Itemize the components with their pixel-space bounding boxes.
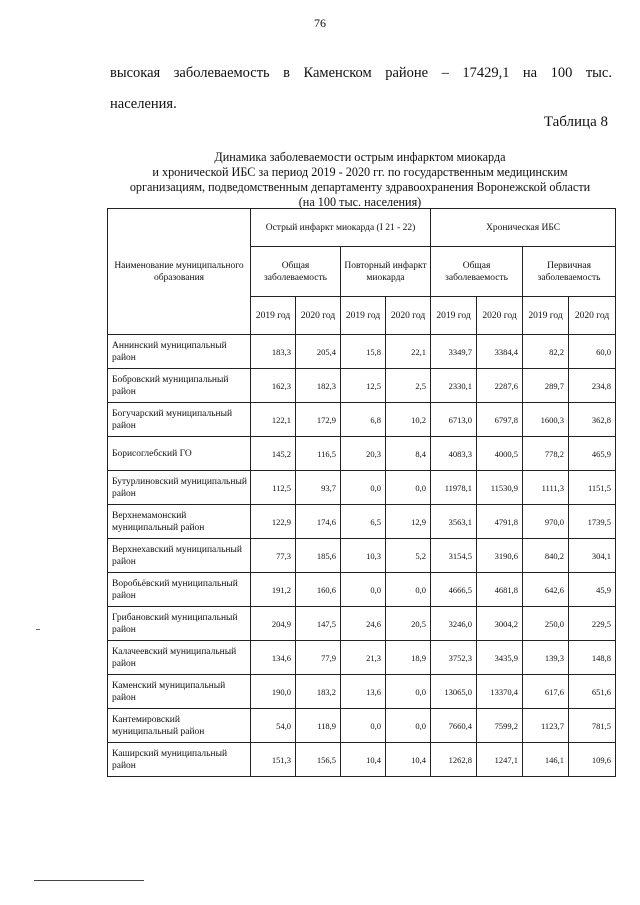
- value-cell: 12,5: [341, 369, 386, 403]
- header-acute-total: Общая заболеваемость: [251, 247, 341, 297]
- value-cell: 0,0: [341, 573, 386, 607]
- value-cell: 3384,4: [477, 335, 523, 369]
- value-cell: 13370,4: [477, 675, 523, 709]
- value-cell: 229,5: [569, 607, 616, 641]
- value-cell: 4666,5: [431, 573, 477, 607]
- value-cell: 3563,1: [431, 505, 477, 539]
- paragraph-line-1: [110, 58, 612, 89]
- intro-paragraph: [110, 58, 612, 120]
- municipality-name: Бутурлиновский муниципальный район: [108, 471, 251, 505]
- value-cell: 2330,1: [431, 369, 477, 403]
- value-cell: 12,9: [386, 505, 431, 539]
- value-cell: 205,4: [296, 335, 341, 369]
- value-cell: 778,2: [523, 437, 569, 471]
- value-cell: 4791,8: [477, 505, 523, 539]
- header-year: 2020 год: [477, 297, 523, 335]
- table-row: [108, 403, 616, 437]
- value-cell: 362,8: [569, 403, 616, 437]
- value-cell: 11530,9: [477, 471, 523, 505]
- value-cell: 1151,5: [569, 471, 616, 505]
- value-cell: 1111,3: [523, 471, 569, 505]
- value-cell: 840,2: [523, 539, 569, 573]
- table-row: [108, 573, 616, 607]
- morbidity-table: [107, 208, 616, 777]
- municipality-name: Грибановский муниципальный район: [108, 607, 251, 641]
- value-cell: 13065,0: [431, 675, 477, 709]
- value-cell: 10,4: [341, 743, 386, 777]
- paragraph-word: в: [283, 65, 291, 81]
- value-cell: 250,0: [523, 607, 569, 641]
- value-cell: 112,5: [251, 471, 296, 505]
- value-cell: 3349,7: [431, 335, 477, 369]
- value-cell: 1123,7: [523, 709, 569, 743]
- page-number: 76: [314, 16, 326, 30]
- value-cell: 54,0: [251, 709, 296, 743]
- value-cell: 7660,4: [431, 709, 477, 743]
- table-row: [108, 369, 616, 403]
- municipality-name: Верхнемамонский муниципальный район: [108, 505, 251, 539]
- value-cell: 10,3: [341, 539, 386, 573]
- value-cell: 304,1: [569, 539, 616, 573]
- value-cell: 148,8: [569, 641, 616, 675]
- value-cell: 0,0: [386, 573, 431, 607]
- value-cell: 156,5: [296, 743, 341, 777]
- margin-mark: [36, 629, 40, 630]
- value-cell: 10,2: [386, 403, 431, 437]
- value-cell: 3190,6: [477, 539, 523, 573]
- value-cell: 134,6: [251, 641, 296, 675]
- value-cell: 3004,2: [477, 607, 523, 641]
- value-cell: 185,6: [296, 539, 341, 573]
- table-label: Таблица 8: [543, 114, 608, 130]
- table-row: [108, 505, 616, 539]
- value-cell: 3752,3: [431, 641, 477, 675]
- table-row: [108, 437, 616, 471]
- value-cell: 3246,0: [431, 607, 477, 641]
- paragraph-word: тыс.: [585, 65, 612, 81]
- municipality-name: Воробьёвский муниципальный район: [108, 573, 251, 607]
- header-year: 2019 год: [341, 297, 386, 335]
- header-acute-infarction: Острый инфаркт миокарда (I 21 - 22): [251, 209, 431, 247]
- value-cell: 15,8: [341, 335, 386, 369]
- value-cell: 2,5: [386, 369, 431, 403]
- value-cell: 6,8: [341, 403, 386, 437]
- value-cell: 0,0: [386, 471, 431, 505]
- value-cell: 1262,8: [431, 743, 477, 777]
- value-cell: 617,6: [523, 675, 569, 709]
- caption-line: (на 100 тыс. населения): [298, 195, 422, 209]
- value-cell: 1739,5: [569, 505, 616, 539]
- header-year: 2019 год: [431, 297, 477, 335]
- municipality-name: Верхнехавский муниципальный район: [108, 539, 251, 573]
- table-row: [108, 607, 616, 641]
- table-body: [108, 335, 616, 777]
- table-row: [108, 709, 616, 743]
- header-year: 2019 год: [523, 297, 569, 335]
- value-cell: 190,0: [251, 675, 296, 709]
- value-cell: 172,9: [296, 403, 341, 437]
- table-row: [108, 539, 616, 573]
- header-year: 2020 год: [569, 297, 616, 335]
- paragraph-line-2: населения.: [110, 96, 177, 112]
- value-cell: 234,8: [569, 369, 616, 403]
- header-year: 2019 год: [251, 297, 296, 335]
- value-cell: 146,1: [523, 743, 569, 777]
- paragraph-word: 17429,1: [462, 65, 510, 81]
- value-cell: 0,0: [386, 709, 431, 743]
- value-cell: 116,5: [296, 437, 341, 471]
- value-cell: 13,6: [341, 675, 386, 709]
- value-cell: 0,0: [341, 471, 386, 505]
- value-cell: 22,1: [386, 335, 431, 369]
- table-caption: [100, 150, 620, 210]
- value-cell: 162,3: [251, 369, 296, 403]
- value-cell: 24,6: [341, 607, 386, 641]
- header-repeat-infarction: Повторный инфаркт миокарда: [341, 247, 431, 297]
- value-cell: 145,2: [251, 437, 296, 471]
- municipality-name: Каширский муниципальный район: [108, 743, 251, 777]
- value-cell: 5,2: [386, 539, 431, 573]
- value-cell: 45,9: [569, 573, 616, 607]
- value-cell: 21,3: [341, 641, 386, 675]
- municipality-name: Калачеевский муниципальный район: [108, 641, 251, 675]
- municipality-name: Каменский муниципальный район: [108, 675, 251, 709]
- value-cell: 82,2: [523, 335, 569, 369]
- paragraph-word: 100: [550, 65, 573, 81]
- paragraph-word: –: [441, 65, 449, 81]
- table-row: [108, 335, 616, 369]
- municipality-name: Кантемировский муниципальный район: [108, 709, 251, 743]
- header-name-column: Наименование муниципального образования: [108, 209, 251, 335]
- paragraph-word: на: [522, 65, 538, 81]
- value-cell: 151,3: [251, 743, 296, 777]
- value-cell: 11978,1: [431, 471, 477, 505]
- header-year: 2020 год: [386, 297, 431, 335]
- value-cell: 6,5: [341, 505, 386, 539]
- caption-line: организациям, подведомственным департаменту здравоохранения Воронежской области: [129, 180, 591, 194]
- value-cell: 8,4: [386, 437, 431, 471]
- caption-line: Динамика заболеваемости острым инфарктом миокарда: [214, 150, 506, 164]
- value-cell: 6797,8: [477, 403, 523, 437]
- value-cell: 2287,6: [477, 369, 523, 403]
- municipality-name: Борисоглебский ГО: [108, 437, 251, 471]
- value-cell: 191,2: [251, 573, 296, 607]
- value-cell: 4083,3: [431, 437, 477, 471]
- value-cell: 0,0: [341, 709, 386, 743]
- value-cell: 1247,1: [477, 743, 523, 777]
- municipality-name: Богучарский муниципальный район: [108, 403, 251, 437]
- value-cell: 7599,2: [477, 709, 523, 743]
- header-chronic-ihd: Хроническая ИБС: [431, 209, 616, 247]
- value-cell: 20,5: [386, 607, 431, 641]
- municipality-name: Аннинский муниципальный район: [108, 335, 251, 369]
- value-cell: 1600,3: [523, 403, 569, 437]
- value-cell: 160,6: [296, 573, 341, 607]
- value-cell: 651,6: [569, 675, 616, 709]
- value-cell: 183,3: [251, 335, 296, 369]
- value-cell: 3154,5: [431, 539, 477, 573]
- value-cell: 4681,8: [477, 573, 523, 607]
- value-cell: 182,3: [296, 369, 341, 403]
- value-cell: 109,6: [569, 743, 616, 777]
- header-chronic-primary: Первичная заболеваемость: [523, 247, 616, 297]
- value-cell: 289,7: [523, 369, 569, 403]
- table-row: [108, 743, 616, 777]
- paragraph-word: районе: [385, 65, 429, 81]
- value-cell: 204,9: [251, 607, 296, 641]
- value-cell: 60,0: [569, 335, 616, 369]
- value-cell: 3435,9: [477, 641, 523, 675]
- value-cell: 20,3: [341, 437, 386, 471]
- value-cell: 4000,5: [477, 437, 523, 471]
- value-cell: 18,9: [386, 641, 431, 675]
- caption-line: и хронической ИБС за период 2019 - 2020 гг. по государственным медицинским: [152, 165, 568, 179]
- value-cell: 122,1: [251, 403, 296, 437]
- table-row: [108, 641, 616, 675]
- value-cell: 0,0: [386, 675, 431, 709]
- header-chronic-total: Общая заболеваемость: [431, 247, 523, 297]
- value-cell: 93,7: [296, 471, 341, 505]
- paragraph-word: заболеваемость: [173, 65, 270, 81]
- value-cell: 147,5: [296, 607, 341, 641]
- value-cell: 77,3: [251, 539, 296, 573]
- footnote-rule: [34, 880, 144, 881]
- value-cell: 118,9: [296, 709, 341, 743]
- paragraph-word: высокая: [110, 65, 161, 81]
- value-cell: 970,0: [523, 505, 569, 539]
- value-cell: 122,9: [251, 505, 296, 539]
- value-cell: 10,4: [386, 743, 431, 777]
- value-cell: 139,3: [523, 641, 569, 675]
- value-cell: 642,6: [523, 573, 569, 607]
- table-row: [108, 675, 616, 709]
- table-row: [108, 471, 616, 505]
- value-cell: 174,6: [296, 505, 341, 539]
- municipality-name: Бобровский муниципальный район: [108, 369, 251, 403]
- paragraph-word: Каменском: [303, 65, 372, 81]
- value-cell: 183,2: [296, 675, 341, 709]
- value-cell: 77,9: [296, 641, 341, 675]
- value-cell: 465,9: [569, 437, 616, 471]
- header-year: 2020 год: [296, 297, 341, 335]
- value-cell: 781,5: [569, 709, 616, 743]
- value-cell: 6713,0: [431, 403, 477, 437]
